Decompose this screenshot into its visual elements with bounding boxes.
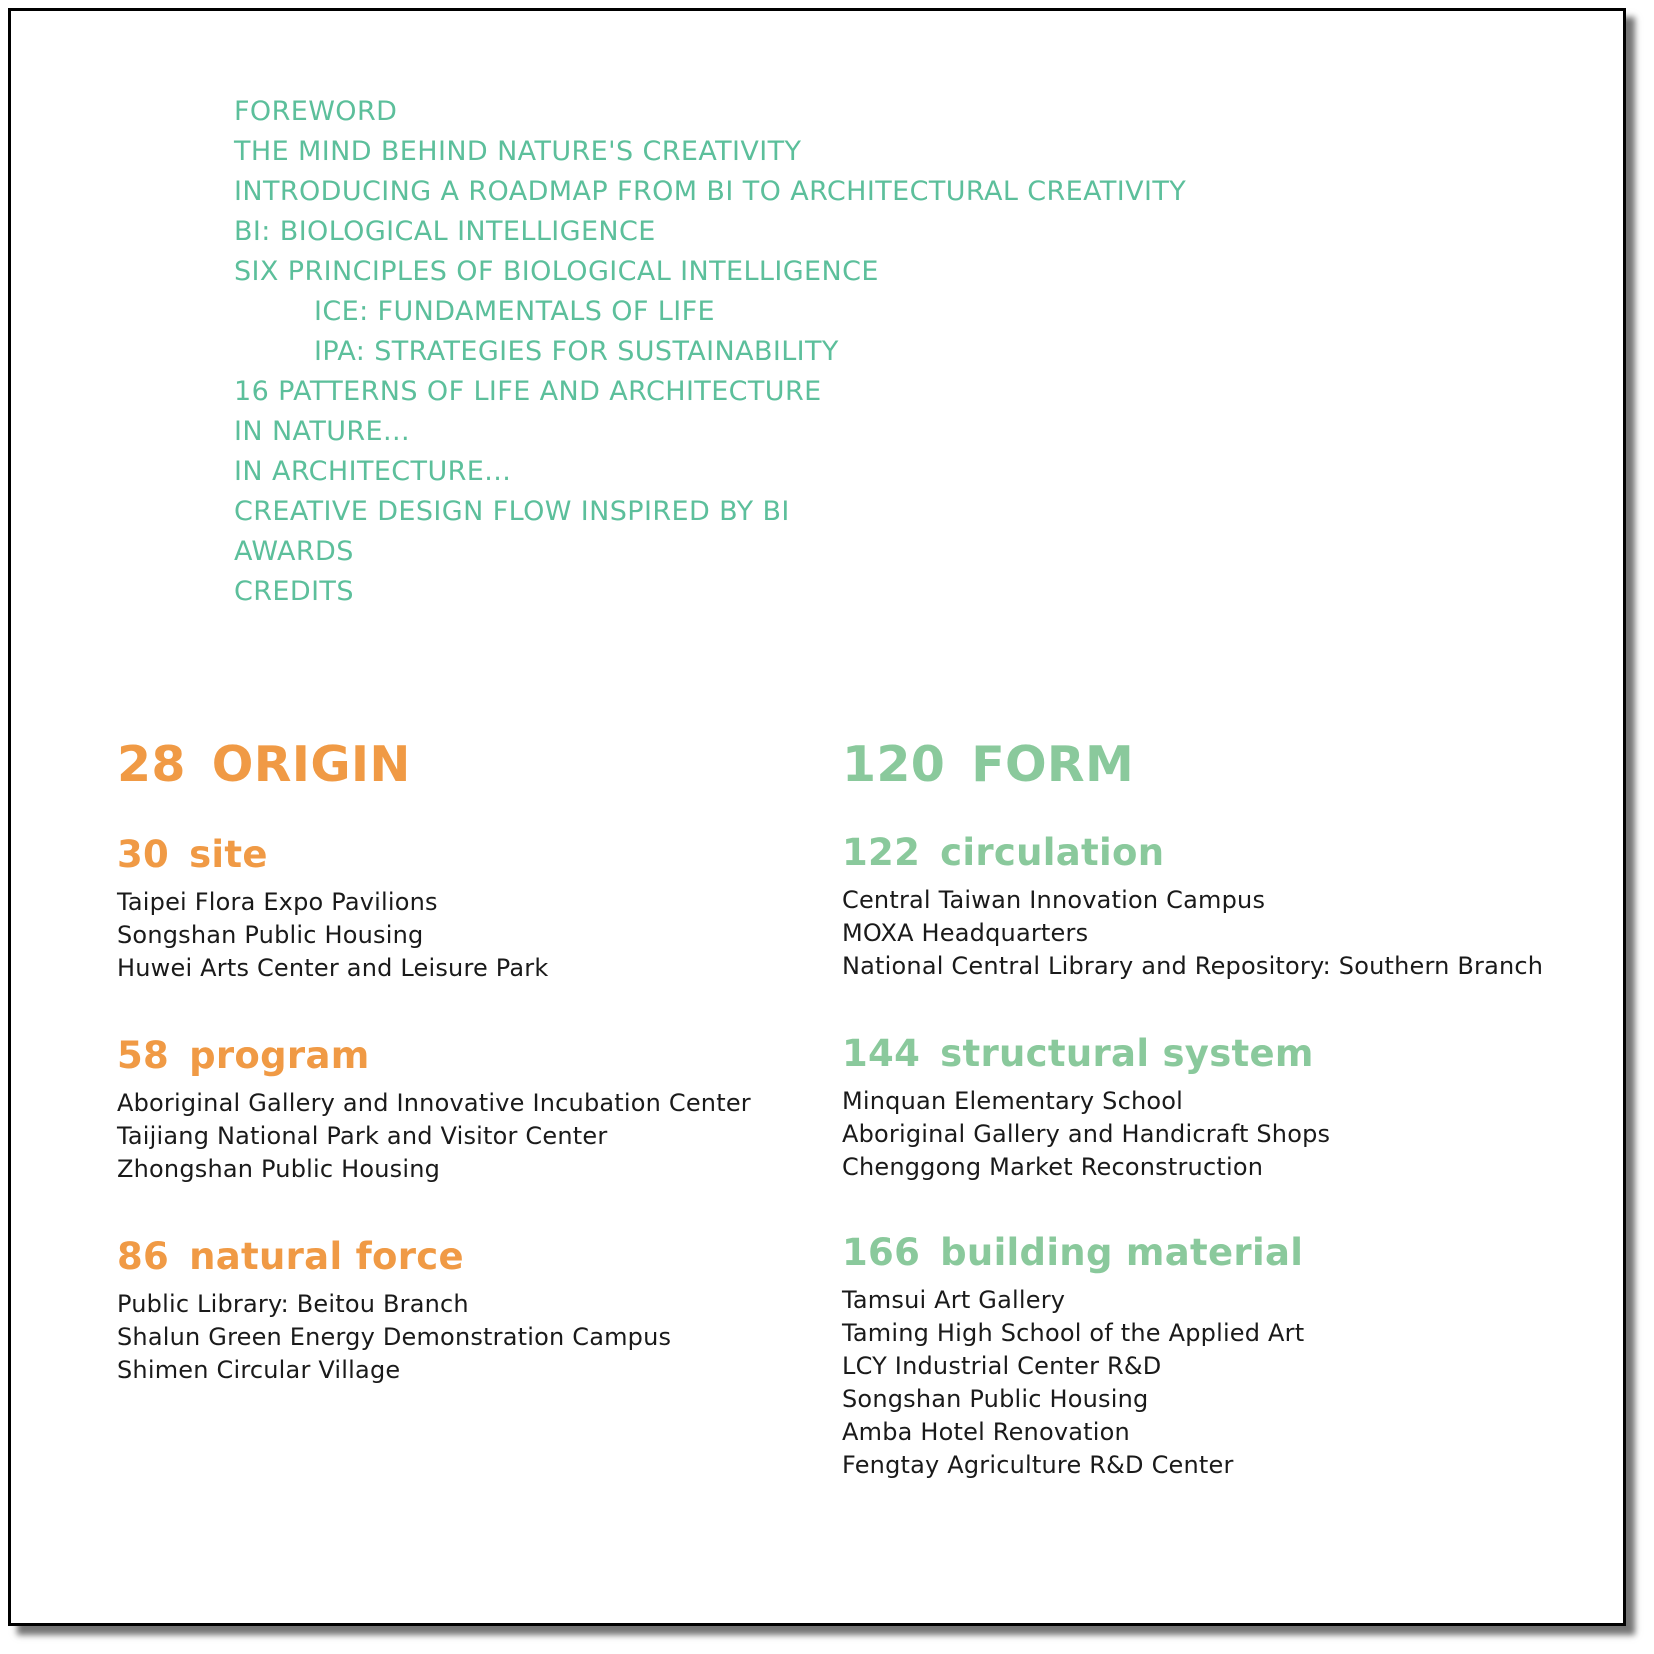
subsection-heading[interactable] bbox=[842, 828, 1543, 878]
project-item[interactable]: Taming High School of the Applied Art bbox=[842, 1319, 1305, 1347]
toc-entry[interactable] bbox=[0, 532, 1300, 572]
origin-group-natural-force bbox=[117, 1232, 671, 1387]
origin-page-number: 28 bbox=[117, 736, 186, 793]
toc-entry[interactable] bbox=[0, 372, 1300, 412]
toc-title: SIX PRINCIPLES OF BIOLOGICAL INTELLIGENCE bbox=[234, 256, 879, 287]
toc-entry[interactable] bbox=[0, 132, 1300, 172]
project-item[interactable]: Public Library: Beitou Branch bbox=[117, 1290, 469, 1318]
project-item[interactable]: Aboriginal Gallery and Handicraft Shops bbox=[842, 1120, 1331, 1148]
toc-title: IPA: STRATEGIES FOR SUSTAINABILITY bbox=[314, 336, 839, 367]
form-group-building-material bbox=[842, 1228, 1304, 1482]
subsection-heading[interactable] bbox=[842, 1029, 1330, 1079]
project-item[interactable]: Aboriginal Gallery and Innovative Incubation Center bbox=[117, 1089, 751, 1117]
subsection-page-number: 166 bbox=[842, 1231, 921, 1274]
subsection-page-number: 122 bbox=[842, 831, 921, 874]
toc-title: ICE: FUNDAMENTALS OF LIFE bbox=[314, 296, 715, 327]
project-item[interactable]: Taipei Flora Expo Pavilions bbox=[117, 888, 438, 916]
toc-title: FOREWORD bbox=[234, 96, 398, 127]
project-item[interactable]: Shimen Circular Village bbox=[117, 1356, 401, 1384]
toc-entry[interactable] bbox=[0, 412, 1300, 452]
toc-list bbox=[0, 92, 1300, 612]
toc-title: IN NATURE... bbox=[234, 416, 410, 447]
toc-subentry[interactable] bbox=[0, 292, 1300, 332]
project-list bbox=[117, 886, 548, 985]
subsection-title: circulation bbox=[940, 831, 1165, 874]
project-list bbox=[842, 1284, 1304, 1482]
subsection-title: building material bbox=[940, 1231, 1304, 1274]
toc-entry[interactable] bbox=[0, 212, 1300, 252]
project-item[interactable]: Tamsui Art Gallery bbox=[842, 1286, 1066, 1314]
subsection-page-number: 30 bbox=[117, 833, 170, 876]
toc-title: CREATIVE DESIGN FLOW INSPIRED BY BI bbox=[234, 496, 790, 527]
toc-title: THE MIND BEHIND NATURE'S CREATIVITY bbox=[234, 136, 802, 167]
toc-entry[interactable] bbox=[0, 452, 1300, 492]
project-item[interactable]: Taijiang National Park and Visitor Center bbox=[117, 1122, 608, 1150]
toc-entry[interactable] bbox=[0, 92, 1300, 132]
project-item[interactable]: MOXA Headquarters bbox=[842, 919, 1089, 947]
project-item[interactable]: Minquan Elementary School bbox=[842, 1087, 1184, 1115]
project-list bbox=[842, 884, 1543, 983]
toc-title: IN ARCHITECTURE... bbox=[234, 456, 512, 487]
toc-title: AWARDS bbox=[234, 536, 354, 567]
subsection-heading[interactable] bbox=[117, 1232, 671, 1282]
toc-title: CREDITS bbox=[234, 576, 354, 607]
subsection-heading[interactable] bbox=[117, 1031, 751, 1081]
form-title: FORM bbox=[971, 736, 1135, 793]
origin-title: ORIGIN bbox=[211, 736, 411, 793]
project-item[interactable]: Amba Hotel Renovation bbox=[842, 1418, 1130, 1446]
form-section bbox=[842, 730, 1622, 1479]
subsection-heading[interactable] bbox=[117, 830, 548, 880]
origin-group-program bbox=[117, 1031, 751, 1186]
toc-entry[interactable] bbox=[0, 492, 1300, 532]
toc-entry[interactable] bbox=[0, 172, 1300, 212]
project-item[interactable]: Huwei Arts Center and Leisure Park bbox=[117, 954, 549, 982]
toc-title: BI: BIOLOGICAL INTELLIGENCE bbox=[234, 216, 656, 247]
project-list bbox=[117, 1087, 751, 1186]
origin-heading[interactable] bbox=[117, 730, 797, 800]
project-item[interactable]: Songshan Public Housing bbox=[117, 921, 424, 949]
subsection-page-number: 86 bbox=[117, 1235, 170, 1278]
project-list bbox=[842, 1085, 1330, 1184]
project-item[interactable]: Chenggong Market Reconstruction bbox=[842, 1153, 1264, 1181]
project-item[interactable]: Songshan Public Housing bbox=[842, 1385, 1149, 1413]
toc-entry[interactable] bbox=[0, 252, 1300, 292]
toc-title: INTRODUCING A ROADMAP FROM BI TO ARCHITECTURAL CREATIVITY bbox=[234, 176, 1187, 207]
subsection-title: site bbox=[189, 833, 268, 876]
form-heading[interactable] bbox=[842, 730, 1622, 800]
subsection-title: natural force bbox=[189, 1235, 464, 1278]
subsection-page-number: 144 bbox=[842, 1032, 921, 1075]
subsection-heading[interactable] bbox=[842, 1228, 1304, 1278]
form-group-structural-system bbox=[842, 1029, 1330, 1184]
form-page-number: 120 bbox=[842, 736, 946, 793]
subsection-title: structural system bbox=[940, 1032, 1314, 1075]
form-group-circulation bbox=[842, 828, 1543, 983]
project-item[interactable]: Central Taiwan Innovation Campus bbox=[842, 886, 1266, 914]
project-item[interactable]: National Central Library and Repository: Southern Branch bbox=[842, 952, 1544, 980]
toc-entry[interactable] bbox=[0, 572, 1300, 612]
project-list bbox=[117, 1288, 671, 1387]
project-item[interactable]: LCY Industrial Center R&D bbox=[842, 1352, 1162, 1380]
project-item[interactable]: Fengtay Agriculture R&D Center bbox=[842, 1451, 1234, 1479]
subsection-page-number: 58 bbox=[117, 1034, 170, 1077]
project-item[interactable]: Zhongshan Public Housing bbox=[117, 1155, 441, 1183]
subsection-title: program bbox=[189, 1034, 370, 1077]
toc-subentry[interactable] bbox=[0, 332, 1300, 372]
origin-section bbox=[117, 730, 797, 1384]
origin-group-site bbox=[117, 830, 548, 985]
toc-title: 16 PATTERNS OF LIFE AND ARCHITECTURE bbox=[234, 376, 822, 407]
project-item[interactable]: Shalun Green Energy Demonstration Campus bbox=[117, 1323, 672, 1351]
